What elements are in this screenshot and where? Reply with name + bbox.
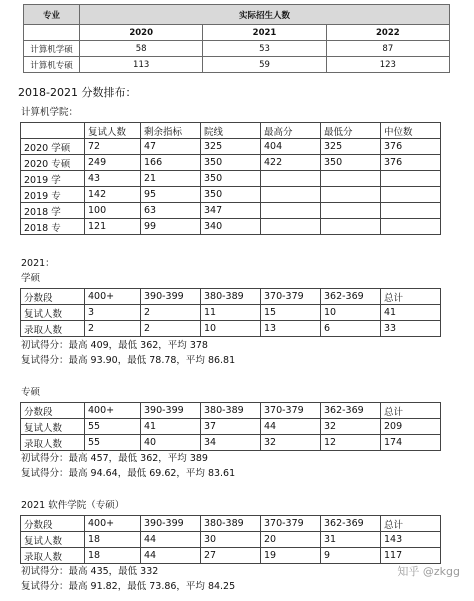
table-cell: 249 [85, 155, 141, 171]
column-header: 390-399 [141, 289, 201, 305]
table-cell: 53 [203, 41, 326, 57]
academic-title: 学硕 [21, 273, 41, 284]
section-title: 2018-2021 分数排布： [18, 86, 137, 99]
table-cell: 142 [85, 187, 141, 203]
table-cell: 72 [85, 139, 141, 155]
table-row [21, 171, 441, 187]
table-cell: 9 [321, 548, 381, 564]
table-row [21, 187, 441, 203]
table-cell: 18 [85, 532, 141, 548]
row-label: 计算机学硕 [24, 41, 80, 57]
table-row [21, 305, 441, 321]
row-label: 复试人数 [21, 532, 85, 548]
column-header: 分数段 [21, 516, 85, 532]
table-cell: 44 [261, 419, 321, 435]
table-row [21, 139, 441, 155]
column-header: 院线 [201, 123, 261, 139]
column-header: 总计 [381, 403, 441, 419]
table-cell: 44 [141, 548, 201, 564]
column-header: 分数段 [21, 403, 85, 419]
column-header: 400+ [85, 516, 141, 532]
table-cell: 10 [201, 321, 261, 337]
row-label: 录取人数 [21, 435, 85, 451]
column-header: 370-379 [261, 289, 321, 305]
table-cell: 3 [85, 305, 141, 321]
table-cell: 58 [80, 41, 203, 57]
table-cell [321, 187, 381, 203]
table-cell: 19 [261, 548, 321, 564]
table-cell: 30 [201, 532, 261, 548]
column-header: 400+ [85, 289, 141, 305]
column-header: 总计 [381, 289, 441, 305]
column-header: 362-369 [321, 403, 381, 419]
table-cell: 121 [85, 219, 141, 235]
column-header: 380-389 [201, 289, 261, 305]
software-title: 2021 软件学院（专硕） [21, 500, 125, 511]
professional-note-retest: 复试得分：最高 94.64，最低 69.62，平均 83.61 [21, 468, 236, 479]
table-cell: 123 [326, 57, 449, 73]
watermark: 知乎 @zkgg [397, 565, 460, 578]
table-cell: 33 [381, 321, 441, 337]
table-cell [381, 219, 441, 235]
table-cell: 10 [321, 305, 381, 321]
table-cell: 350 [321, 155, 381, 171]
table-cell: 15 [261, 305, 321, 321]
table-cell: 376 [381, 139, 441, 155]
table-row [21, 435, 441, 451]
table-cell: 376 [381, 155, 441, 171]
table-cell: 350 [201, 155, 261, 171]
cs-college-table [20, 122, 441, 235]
year-2022: 2022 [326, 25, 449, 41]
academic-table [20, 288, 441, 337]
table-row [21, 155, 441, 171]
table-header-row [21, 123, 441, 139]
row-label: 2018 学 [21, 203, 85, 219]
table-header-row [21, 516, 441, 532]
table-cell: 18 [85, 548, 141, 564]
row-label: 2020 学硕 [21, 139, 85, 155]
table-cell: 55 [85, 435, 141, 451]
year-2021: 2021 [203, 25, 326, 41]
table-row [24, 41, 450, 57]
table-cell: 40 [141, 435, 201, 451]
header-enrollment: 实际招生人数 [80, 5, 450, 25]
software-note-retest: 复试得分：最高 91.82，最低 73.86，平均 84.25 [21, 581, 236, 592]
table-cell: 325 [321, 139, 381, 155]
table-row [24, 57, 450, 73]
table-cell: 37 [201, 419, 261, 435]
table-cell: 63 [141, 203, 201, 219]
table-cell: 59 [203, 57, 326, 73]
table-cell: 31 [321, 532, 381, 548]
table-cell: 350 [201, 171, 261, 187]
table-cell: 347 [201, 203, 261, 219]
table-cell: 404 [261, 139, 321, 155]
column-header [21, 123, 85, 139]
table-cell: 87 [326, 41, 449, 57]
table-row [21, 532, 441, 548]
column-header: 剩余指标 [141, 123, 201, 139]
table-cell: 13 [261, 321, 321, 337]
year-2020: 2020 [80, 25, 203, 41]
table-cell: 27 [201, 548, 261, 564]
row-label: 复试人数 [21, 419, 85, 435]
column-header: 总计 [381, 516, 441, 532]
table-cell: 340 [201, 219, 261, 235]
table-cell: 12 [321, 435, 381, 451]
row-label: 录取人数 [21, 321, 85, 337]
table-cell: 43 [85, 171, 141, 187]
enrollment-header-row [24, 5, 450, 25]
year-2021-label: 2021： [21, 258, 55, 269]
row-label: 2018 专 [21, 219, 85, 235]
table-cell [321, 219, 381, 235]
table-cell: 55 [85, 419, 141, 435]
academic-note-initial: 初试得分：最高 409，最低 362，平均 378 [21, 340, 208, 351]
table-cell [261, 171, 321, 187]
table-cell: 325 [201, 139, 261, 155]
table-cell: 34 [201, 435, 261, 451]
enrollment-year-row [24, 25, 450, 41]
table-cell: 117 [381, 548, 441, 564]
column-header: 390-399 [141, 403, 201, 419]
table-cell [381, 171, 441, 187]
table-cell [381, 203, 441, 219]
row-label: 录取人数 [21, 548, 85, 564]
column-header: 370-379 [261, 516, 321, 532]
column-header: 最高分 [261, 123, 321, 139]
table-cell: 174 [381, 435, 441, 451]
column-header: 复试人数 [85, 123, 141, 139]
table-cell: 41 [141, 419, 201, 435]
professional-note-initial: 初试得分：最高 457，最低 362，平均 389 [21, 453, 208, 464]
cs-college-title: 计算机学院： [21, 107, 79, 118]
table-cell [261, 203, 321, 219]
column-header: 400+ [85, 403, 141, 419]
table-cell: 2 [141, 321, 201, 337]
table-cell: 99 [141, 219, 201, 235]
header-major: 专业 [24, 5, 80, 25]
table-row [21, 219, 441, 235]
professional-table [20, 402, 441, 451]
column-header: 370-379 [261, 403, 321, 419]
table-cell: 350 [201, 187, 261, 203]
table-cell: 20 [261, 532, 321, 548]
table-row [21, 419, 441, 435]
column-header: 390-399 [141, 516, 201, 532]
table-cell: 6 [321, 321, 381, 337]
enrollment-table [23, 4, 450, 73]
table-cell: 422 [261, 155, 321, 171]
table-cell: 2 [141, 305, 201, 321]
column-header: 380-389 [201, 403, 261, 419]
professional-title: 专硕 [21, 387, 41, 398]
table-cell [261, 187, 321, 203]
software-table [20, 515, 441, 564]
academic-note-retest: 复试得分：最高 93.90，最低 78.78，平均 86.81 [21, 355, 236, 366]
table-cell: 166 [141, 155, 201, 171]
table-cell: 41 [381, 305, 441, 321]
row-label: 2019 学 [21, 171, 85, 187]
table-cell: 21 [141, 171, 201, 187]
column-header: 362-369 [321, 516, 381, 532]
year-blank-cell [24, 25, 80, 41]
column-header: 分数段 [21, 289, 85, 305]
table-cell: 143 [381, 532, 441, 548]
column-header: 最低分 [321, 123, 381, 139]
table-row [21, 321, 441, 337]
row-label: 复试人数 [21, 305, 85, 321]
table-cell: 47 [141, 139, 201, 155]
column-header: 380-389 [201, 516, 261, 532]
column-header: 362-369 [321, 289, 381, 305]
column-header: 中位数 [381, 123, 441, 139]
table-cell: 100 [85, 203, 141, 219]
row-label: 2019 专 [21, 187, 85, 203]
table-cell: 44 [141, 532, 201, 548]
table-row [21, 203, 441, 219]
table-cell [261, 219, 321, 235]
table-header-row [21, 289, 441, 305]
table-cell [381, 187, 441, 203]
row-label: 2020 专硕 [21, 155, 85, 171]
software-note-initial: 初试得分：最高 435，最低 332 [21, 566, 159, 577]
table-cell: 209 [381, 419, 441, 435]
table-cell: 95 [141, 187, 201, 203]
table-row [21, 548, 441, 564]
table-cell: 32 [261, 435, 321, 451]
table-cell [321, 171, 381, 187]
table-cell: 113 [80, 57, 203, 73]
table-cell [321, 203, 381, 219]
row-label: 计算机专硕 [24, 57, 80, 73]
table-cell: 11 [201, 305, 261, 321]
table-cell: 32 [321, 419, 381, 435]
table-cell: 2 [85, 321, 141, 337]
table-header-row [21, 403, 441, 419]
